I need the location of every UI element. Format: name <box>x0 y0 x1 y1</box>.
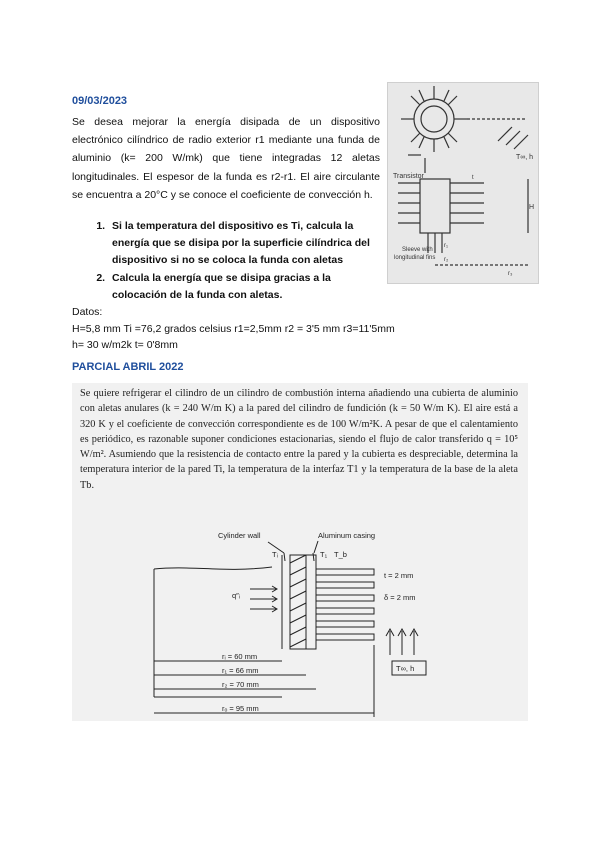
problem-statement: Se desea mejorar la energía disipada de un dispositivo electrónico cilíndrico de radio exterior r1 mediante una funda de aluminio (k= 200 W/mk) que tiene integradas 12 aletas longitudinales. El espesor de la funda es r2-r1. El aire circulante se encuentra a 20°C y se conoce el coeficiente de convección h. <box>72 116 380 201</box>
section-title: PARCIAL ABRIL 2022 <box>72 361 184 373</box>
r2-label: r₂ <box>444 257 449 263</box>
data-label: Datos: <box>72 306 103 318</box>
transistor-label: Transistor <box>393 173 424 180</box>
sleeve-label-2: longitudinal fins <box>394 255 436 261</box>
r1-label: r₁ <box>444 243 449 249</box>
r1-label: r₁ = 66 mm <box>222 666 259 675</box>
exam-date: 09/03/2023 <box>72 95 128 107</box>
r2-label: r₂ = 70 mm <box>222 680 259 689</box>
question-list <box>72 218 380 305</box>
annular-fin-drawing <box>72 383 528 721</box>
fin-spacing-label: δ = 2 mm <box>384 593 416 602</box>
ro-label: rₒ = 95 mm <box>222 704 259 713</box>
data-line-1: H=5,8 mm Ti =76,2 grados celsius r1=2,5mm r2 = 3'5 mm r3=11'5mm <box>72 322 395 335</box>
aluminum-casing-label: Aluminum casing <box>318 531 376 540</box>
data-line-2: h= 30 w/m2k t= 0'8mm <box>72 339 178 351</box>
tb-label: T_b <box>334 550 347 559</box>
cylinder-wall-label: Cylinder wall <box>218 531 261 540</box>
heat-flux-label: q″ᵢ <box>232 591 241 600</box>
scanned-problem-text: Se quiere refrigerar el cilindro de un cilindro de combustión interna añadiendo una cubierta de aluminio con aletas anulares (k = 240 W/m K) a la pared del cilindro de fundición (k = 50 W/m K). El aire está a 320 K y el coeficiente de convección correspondiente es de 100 W/m²K. A pesar de que el calentamiento es periódico, es razonable suponer condiciones estacionarias, siendo el flujo de calor transferido q = 10⁵ W/m². Asumiendo que la resistencia de contacto entre la pared y la cubierta es despreciable, determina la temperatura interior de la pared Ti, la temperatura de la interfaz T1 y la temperatura de la base de la aleta Tb. <box>80 388 518 491</box>
t1-label: T₁ <box>320 550 328 559</box>
question-2: 2. Calcula la energía que se disipa gracias a la colocación de la funda con aletas. <box>108 270 380 304</box>
ambient-label: T∞, h <box>396 664 415 673</box>
finned-sleeve-drawing <box>388 83 538 283</box>
thickness-label: t <box>472 175 474 181</box>
ti-label: Tᵢ <box>272 550 278 559</box>
ri-label: rᵢ = 60 mm <box>222 652 258 661</box>
fin-thickness-label: t = 2 mm <box>384 571 414 580</box>
height-label: H <box>529 204 535 211</box>
ambient-label: T∞, h <box>516 154 534 161</box>
scanned-problem <box>72 383 528 721</box>
data-block <box>72 304 395 354</box>
finned-sleeve-figure <box>387 82 539 284</box>
sleeve-label-1: Sleeve with <box>402 247 433 253</box>
r3-label: r₃ <box>508 271 513 277</box>
question-1: 1. Si la temperatura del dispositivo es Ti, calcula la energía que se disipa por la superficie cilíndrica del dispositivo si no se coloca la funda con aletas <box>108 218 380 269</box>
